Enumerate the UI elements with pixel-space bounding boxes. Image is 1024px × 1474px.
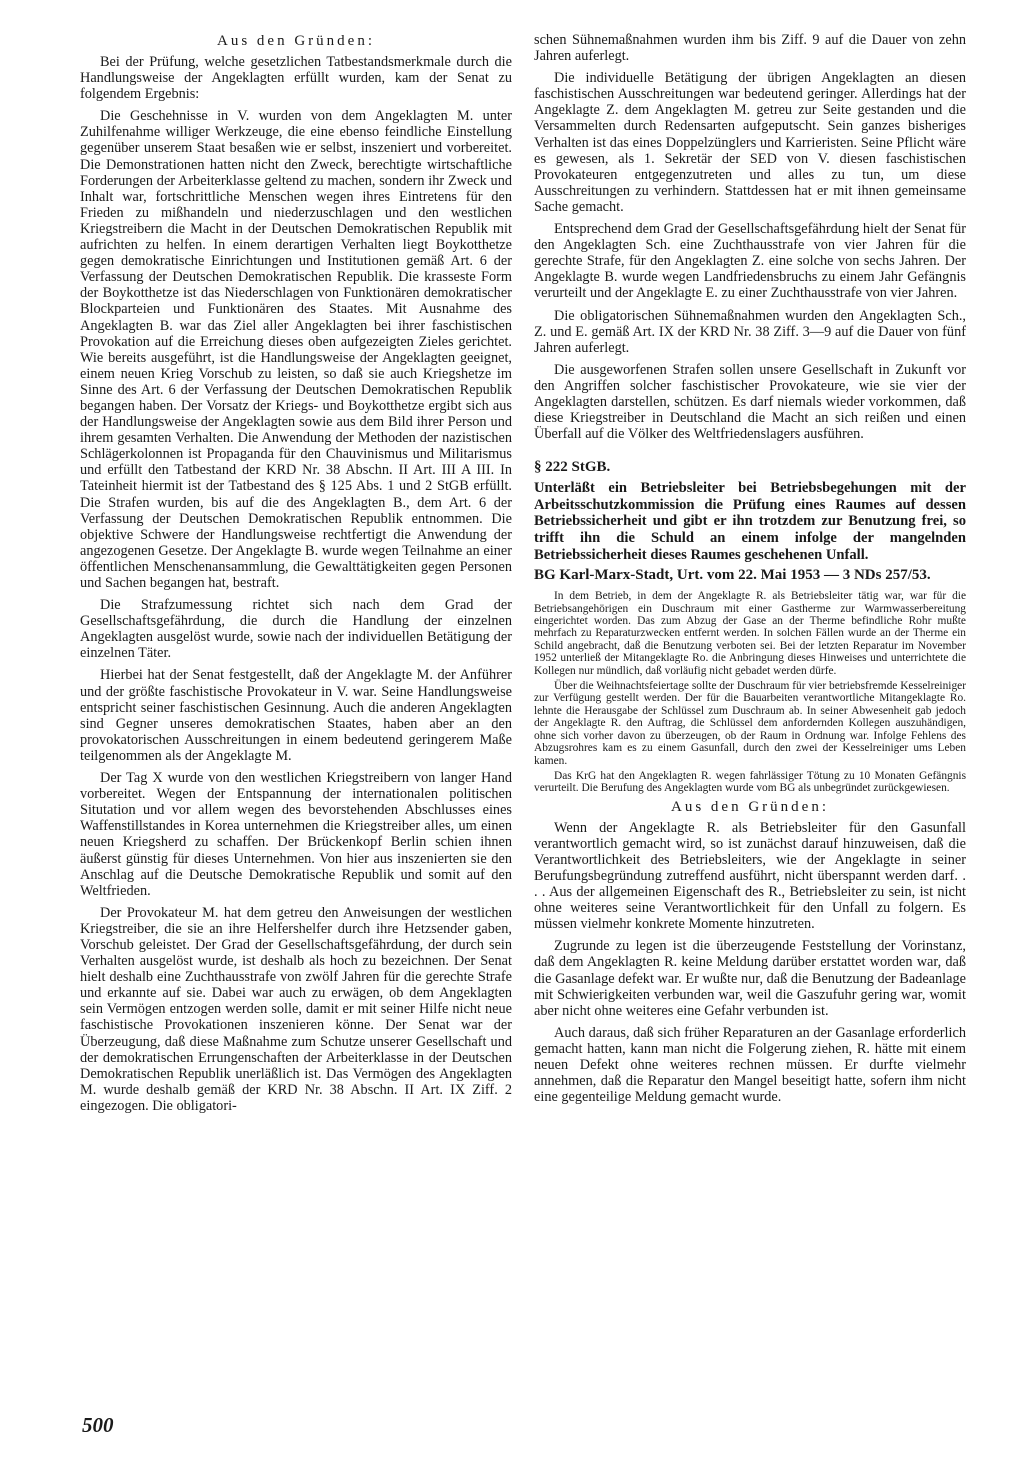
paragraph: Bei der Prüfung, welche gesetzlichen Tatbestandsmerkmale durch die Handlungsweise der Angeklagten erfüllt wurden, kam der Senat zu folgendem Ergebnis: bbox=[80, 54, 512, 103]
left-column bbox=[80, 32, 512, 1120]
paragraph: Die ausgeworfenen Strafen sollen unsere Gesellschaft in Zukunft vor den Angriffen solcher faschistischer Provokateure, wie sie vier der Angeklagten darstellen, schützen. Es darf niemals wieder vorkommen, daß diese Kriegstreiber in Deutschland die Macht an sich reißen und einen Überfall auf die Völker des Weltfriedenslagers ausführen. bbox=[534, 361, 966, 443]
paragraph-continued: schen Sühnemaßnahmen wurden ihm bis Ziff. 9 auf die Dauer von zehn Jahren auferlegt. bbox=[534, 32, 966, 65]
case-facts: Das KrG hat den Angeklagten R. wegen fahrlässiger Tötung zu 10 Monaten Gefängnis verurteilt. Die Berufung des Angeklagten wurde vom BG als unbegründet zurückgewiesen. bbox=[534, 769, 966, 795]
paragraph: Die Geschehnisse in V. wurden von dem Angeklagten M. unter Zuhilfenahme williger Werkzeuge, die eine ebenso feindliche Einstellung gegenüber unserem Staat besaßen wie er selbst, inszeniert und vorbereitet. Die Demonstrationen hatten nicht den Zweck, berechtigte wirtschaftliche Forderungen der Arbeiterklasse geltend zu machen, sondern ihr Zweck und Inhalt war, fortschrittliche Menschen wegen ihres Eintretens für den Frieden zu mißhandeln und niederzuschlagen und den westlichen Kriegstreibern die Macht in der Deutschen Demokratischen Republik mit aufrichten zu helfen. In einem derartigen Verhalten liegt Boykotthetze gegen demokratische Einrichtungen und Institutionen gemäß Art. 6 der Verfassung der Deutschen Demokratischen Republik. Die krasseste Form der Boykotthetze ist das Niederschlagen von Funktionären demokratischer Blockparteien und Funktionären des Staates. Mit Ausnahme des Angeklagten B. war das Ziel aller Angeklagten bei ihrer faschistischen Provokation auf die Erreichung dieses oben aufgezeigten Zieles gerichtet. Wie bereits ausgeführt, ist die Handlungsweise der Angeklagten geeignet, einem neuen Krieg Vorschub zu leisten, so daß sie auch Kriegshetze im Sinne des Art. 6 der Verfassung der Deutschen Demokratischen Republik begangen haben. Der Vorsatz der Kriegs- und Boykotthetze ergibt sich aus der Handlungsweise der Angeklagten sowie aus dem Bild ihrer Person und ihrem gesamten Verhalten. Die Anwendung der Methoden der nazistischen Schlägerkolonnen ist Propaganda für den Chauvinismus und Militarismus und erfüllt den Tatbestand der KRD Nr. 38 Abschn. II Art. III A III. In Tateinheit hiermit ist der Tatbestand des § 125 Abs. 1 und 2 StGB erfüllt. Die Strafen wurden, bis auf die des Angeklagten B., dem Art. 6 der Verfassung der Deutschen Demokratischen Republik entnommen. Die objektive Schwere der Handlungsweise rechtfertigt die Anwendung der angezogenen Gesetze. Der Angeklagte B. wurde wegen Teilnahme an einer öffentlichen Menschenansammlung, die Gewalttätigkeiten gegen Personen und Sachen begangen hat, bestraft. bbox=[80, 108, 512, 591]
section-heading-gruende: Aus den Gründen: bbox=[217, 33, 375, 49]
right-column bbox=[534, 32, 966, 1111]
paragraph: Wenn der Angeklagte R. als Betriebsleiter für den Gasunfall verantwortlich gemacht wird, so ist zunächst darauf hinzuweisen, daß die Verantwortlichkeit des Betriebsleiters, wie der Angeklagte in seiner Berufungsbegründung zutreffend ausführt, nicht überspannt werden darf. . . . Aus der allgemeinen Eigenschaft des R., Betriebsleiter zu sein, ist nicht ohne weiteres seine Verantwortlichkeit für den Unfall zu folgern. Es müssen vielmehr konkrete Momente hinzutreten. bbox=[534, 819, 966, 933]
section-heading-gruende: Aus den Gründen: bbox=[671, 798, 829, 815]
paragraph: Die obligatorischen Sühnemaßnahmen wurden den Angeklagten Sch., Z. und E. gemäß Art. IX der KRD Nr. 38 Ziff. 3—9 auf die Dauer von fünf Jahren auferlegt. bbox=[534, 307, 966, 356]
statute-heading: § 222 StGB. bbox=[534, 459, 611, 476]
paragraph: Entsprechend dem Grad der Gesellschaftsgefährdung hielt der Senat für den Angeklagten Sch. eine Zuchthausstrafe von vier Jahren für die gerechte Strafe, für den Angeklagten Z. eine solche von sechs Jahren. Der Angeklagte B. wurde wegen Landfriedensbruchs zu einem Jahr Gefängnis verurteilt und der Angeklagte E. zu einer Zuchthausstrafe von vier Jahren. bbox=[534, 221, 966, 302]
page-number: 500 bbox=[82, 1413, 114, 1437]
paragraph: Auch daraus, daß sich früher Reparaturen an der Gasanlage erforderlich gemacht hatten, kann man nicht die Folgerung ziehen, R. hätte mit einem neuen Defekt ohne weiteres rechnen müssen. Er durfte vielmehr annehmen, daß die Reparatur den Mangel beseitigt hatte, sofern ihm nicht eine gegenteilige Meldung gemacht wurde. bbox=[534, 1024, 966, 1106]
court-citation: BG Karl-Marx-Stadt, Urt. vom 22. Mai 1953 — 3 NDs 257/53. bbox=[534, 567, 931, 584]
case-facts: Über die Weihnachtsfeiertage sollte der Duschraum für vier betriebsfremde Kesselreiniger zur Verfügung gestellt werden. Der für die Bauarbeiten verantwortliche Mitangeklagte Ro. lehnte die Herausgabe der Schlüssel zum Duschraum ab. In seiner Abwesenheit gab jedoch der Angeklagte R. den Auftrag, die Schlüssel dem anfordernden Kollegen auszuhändigen, ohne sich vorher davon zu überzeugen, ob der Raum in Ordnung war. Infolge Fehlens des Abzugsrohres kam es zu einem Gasunfall, durch den zwei der Kesselreiniger ums Leben kamen. bbox=[534, 680, 966, 767]
headnote: Unterläßt ein Betriebsleiter bei Betriebsbegehungen mit der Arbeitsschutzkommission die Prüfung eines Raumes auf dessen Betriebssicherheit und gibt er ihn trotzdem zur Benutzung frei, so trifft ihn die Schuld an einem infolge der mangelnden Betriebssicherheit dieses Raumes geschehenen Unfall. bbox=[534, 480, 966, 563]
paragraph: Die individuelle Betätigung der übrigen Angeklagten an diesen faschistischen Ausschreitungen war bedeutend geringer. Allerdings hat der Angeklagte Z. dem Angeklagten M. getreu zur Seite gestanden und die Versammelten durch Redensarten aufgeputscht. Sein ganzes bisheriges Verhalten ist das eines Doppelzünglers und Karrieristen. Seine Pflicht wäre es gewesen, als 1. Sekretär der SED von V. diesen faschistischen Provokateuren entgegenzutreten und alles zu tun, um diese Ausschreitungen zu verhindern. Stattdessen hat er mit ihnen gemeinsame Sache gemacht. bbox=[534, 70, 966, 215]
paragraph: Der Tag X wurde von den westlichen Kriegstreibern von langer Hand vorbereitet. Wegen der Entspannung der internationalen politischen Situtation und vor allem wegen des bevorstehenden Abschlusses eines Waffenstillstandes in Korea unternehmen die Kriegstreiber alles, um einen neuen Kriegsherd zu schaffen. Der Brückenkopf Berlin schien ihnen äußerst günstig für dieses Unternehmen. Von hier aus inszenierten sie den Anschlag auf die Deutsche Demokratische Republik und somit auf den Weltfrieden. bbox=[80, 770, 512, 899]
paragraph: Hierbei hat der Senat festgestellt, daß der Angeklagte M. der Anführer und der größte faschistische Provokateur in V. war. Seine Handlungsweise entspricht seiner faschistischen Gesinnung. Auch die anderen Angeklagten sind Gegner unseres demokratischen Staates, haben aber an den provokatorischen Ausschreitungen in einem bedeutend geringerem Maße teilgenommen als der Angeklagte M. bbox=[80, 667, 512, 764]
paragraph: Zugrunde zu legen ist die überzeugende Feststellung der Vorinstanz, daß dem Angeklagten R. keine Meldung darüber erstattet worden war, daß die Gasanlage defekt war. Er wußte nur, daß die Benutzung der Badeanlage mit Schwierigkeiten verbunden war, weil die Gaszufuhr gering war, womit aber nicht ohne weiteres eine Gefahr verbunden ist. bbox=[534, 938, 966, 1019]
paragraph: Die Strafzumessung richtet sich nach dem Grad der Gesellschaftsgefährdung, die durch die Handlung der einzelnen Angeklagten ausgelöst wurde, sowie nach der individuellen Betätigung der einzelnen Täter. bbox=[80, 597, 512, 662]
paragraph: Der Provokateur M. hat dem getreu den Anweisungen der westlichen Kriegstreiber, die sie an ihre Helfershelfer durch ihre Hetzsender gaben, Vorschub geleistet. Der Grad der Gesellschaftsgefährdung, der durch sein Verhalten ausgelöst wurde, ist deshalb als hoch zu bezeichnen. Der Senat hielt deshalb eine Zuchthausstrafe von zwölf Jahren für die gerechte Strafe und erkannte auf sie. Dabei war auch zu erwägen, ob dem Angeklagten sein Vermögen entzogen werden solle, damit er mit seiner Hilfe nicht neue faschistische Provokationen inszenieren könne. Der Senat war der Überzeugung, daß diese Maßnahme zum Schutze unserer Gesellschaft und der demokratischen Errungenschaften der Arbeiterklasse in der Deutschen Demokratischen Republik unerläßlich ist. Das Vermögen des Angeklagten M. wurde deshalb gemäß der KRD Nr. 38 Abschn. II Art. IX Ziff. 2 eingezogen. Die obligatori- bbox=[80, 904, 512, 1114]
case-facts: In dem Betrieb, in dem der Angeklagte R. als Betriebsleiter tätig war, war für die Betriebsangehörigen ein Duschraum mit einer Gastherme zur Warmwasserbereitung eingerichtet worden. Das zum Abzug der Gase an der Therme befindliche Rohr mußte mehrfach zu Reparaturzwecken entfernt werden. In solchen Fällen wurde an der Therme ein Schild angebracht, daß die Benutzung verboten sei. Bei der letzten Reparatur im November 1952 unterließ der Mitangeklagte Ro. die Anbringung dieses Hinweises und unterrichtete die Kollegen nur mündlich, daß vorläufig nicht gebadet werden dürfe. bbox=[534, 590, 966, 677]
